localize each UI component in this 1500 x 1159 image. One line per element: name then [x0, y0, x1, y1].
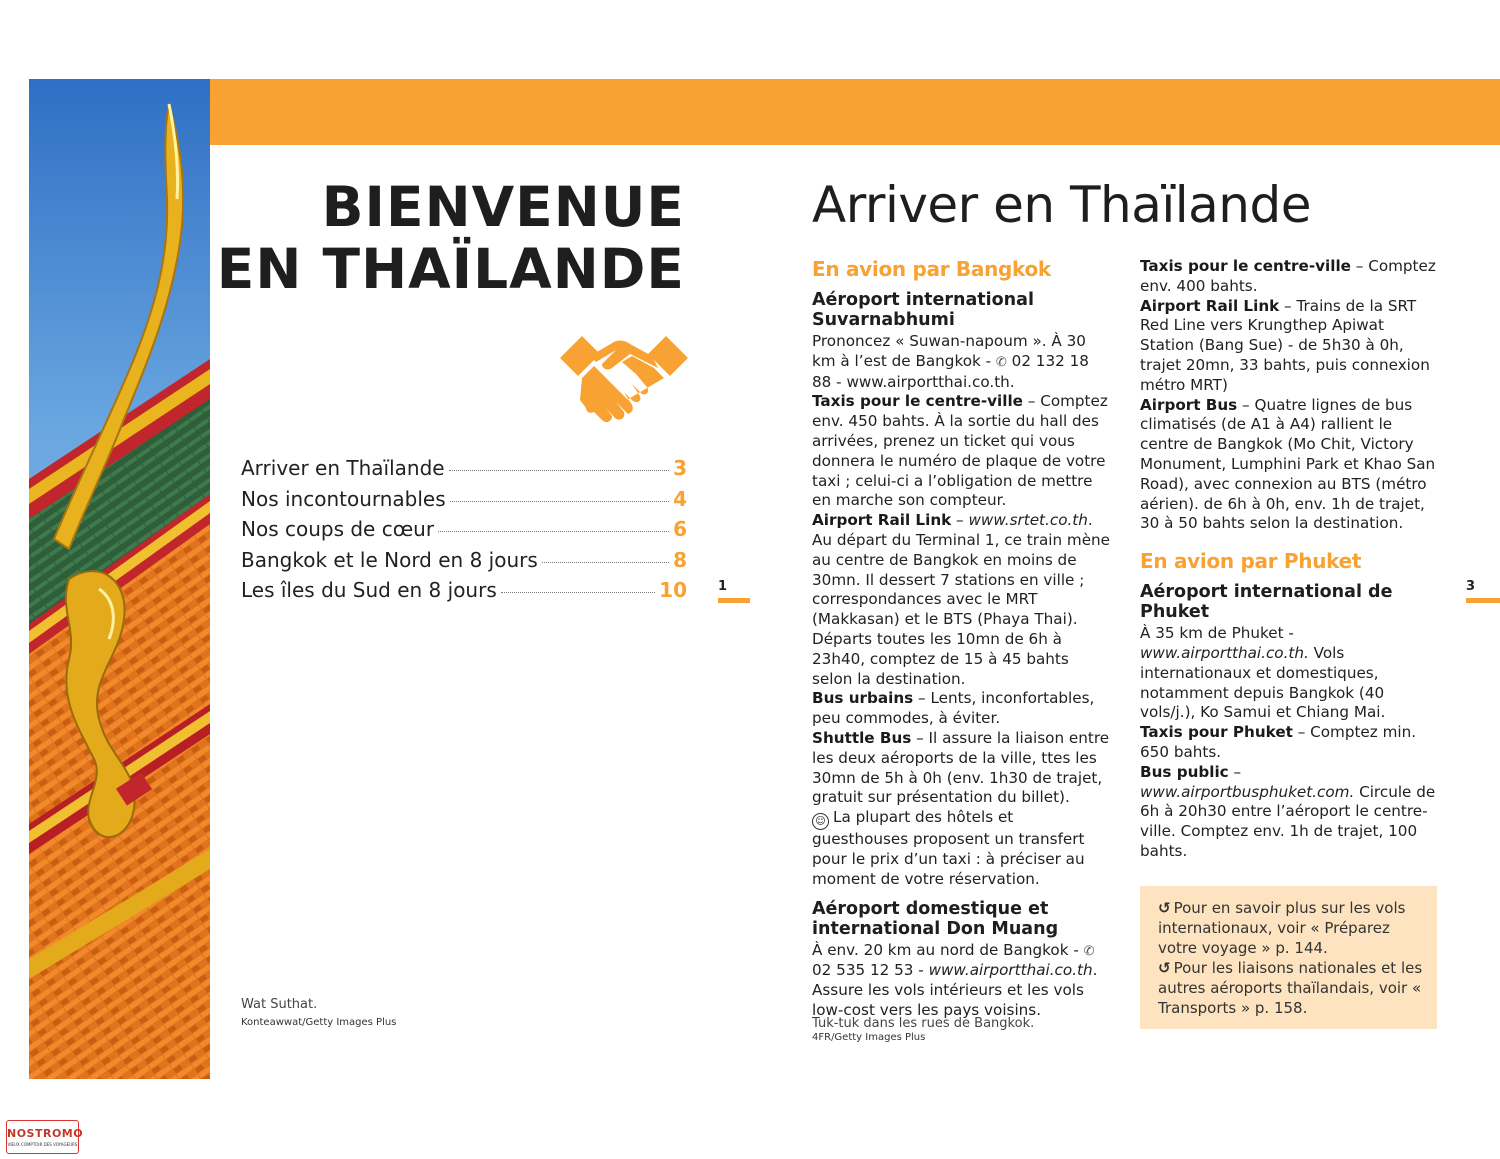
- phone-icon: ✆: [1083, 943, 1095, 959]
- don-muang-intro: À env. 20 km au nord de Bangkok - ✆ 02 535 12 53 - www.airportthai.co.th. Assure les vols intérieurs et les vols low-cost vers les pays voisins.: [812, 940, 1098, 1019]
- photo-caption-right: Tuk-tuk dans les rues de Bangkok.: [812, 1016, 1035, 1031]
- suvarnabhumi-bus: Bus urbains – Lents, inconfortables, peu commodes, à éviter.: [812, 689, 1095, 728]
- logo-tagline: VIEUX COMPTOIR DES VOYAGEURS: [7, 1142, 78, 1147]
- toc-item-page: 8: [673, 547, 687, 572]
- don-muang-taxi: Taxis pour le centre-ville – Comptez env. 400 bahts.: [1140, 257, 1436, 295]
- phuket-taxi: Taxis pour Phuket – Comptez min. 650 bahts.: [1140, 723, 1417, 761]
- welcome-title-line1: BIENVENUE: [321, 175, 685, 239]
- toc-item[interactable]: [241, 456, 687, 487]
- toc-item-label: Bangkok et le Nord en 8 jours: [241, 547, 538, 572]
- toc-item-page: 4: [673, 486, 687, 511]
- section-heading-bangkok: En avion par Bangkok: [812, 257, 1051, 281]
- toc-item-label: Les îles du Sud en 8 jours: [241, 578, 497, 602]
- subheading-don-muang: Aéroport domestique et international Don Muang: [812, 898, 1059, 939]
- suvarnabhumi-intro: Prononcez « Suwan-napoum ». À 30 km à l’est de Bangkok - ✆ 02 132 18 88 - www.airportthai.co.th.: [812, 332, 1089, 391]
- toc-leader-dots: [501, 592, 655, 593]
- toc-item[interactable]: [241, 517, 687, 548]
- section-heading-phuket: En avion par Phuket: [1140, 549, 1362, 574]
- page-number-left: 1: [718, 579, 728, 594]
- toc-item-page: 6: [673, 517, 687, 541]
- folio-bar-left: [718, 598, 750, 603]
- photo-credit-left: Konteawwat/Getty Images Plus: [241, 1017, 397, 1028]
- logo-name: NOSTROMO: [7, 1127, 84, 1140]
- see-also-icon: ↺: [1158, 899, 1171, 917]
- don-muang-bus: Airport Bus – Quatre lignes de bus climatisés (de A1 à A4) rallient le centre de Bangkok (Mo Chit, Victory Monument, Lumphini Park et Khao San Road), avec connexion au BTS (métro aérien). de 6h à 0h, env. 1h de trajet, 30 à 50 bahts selon la destination.: [1140, 395, 1436, 533]
- table-of-contents: [241, 456, 687, 609]
- column-1: [812, 256, 1112, 1021]
- welcome-title-line2: EN THAÏLANDE: [216, 237, 685, 301]
- phuket-bus: Bus public – www.airportbusphuket.com. Circule de 6h à 20h30 entre l’aéroport le centre-ville. Comptez env. 1h de trajet, 100 bahts.: [1140, 762, 1436, 860]
- handshake-icon: [560, 328, 688, 428]
- toc-item-page: 3: [673, 456, 687, 480]
- nostromo-logo: [6, 1120, 84, 1154]
- photo-credit-right: 4FR/Getty Images Plus: [812, 1032, 926, 1043]
- phone-icon: ✆: [995, 354, 1007, 370]
- suvarnabhumi-taxi: Taxis pour le centre-ville – Comptez env. 450 bahts. À la sortie du hall des arrivées, prenez un ticket qui vous donnera le numéro de plaque de votre taxi ; celui-ci a l’obligation de mettre en marche son compteur.: [812, 392, 1108, 510]
- toc-item-label: Nos incontournables: [241, 486, 446, 511]
- photo-caption-left: Wat Suthat.: [241, 997, 318, 1012]
- page-number-right: 3: [1466, 579, 1476, 594]
- don-muang-rail: Airport Rail Link – Trains de la SRT Red Line vers Krungthep Apiwat Station (Bang Sue) - de 5h30 à 0h, trajet 20mn, 33 bahts, puis connexion métro MRT): [1140, 296, 1430, 394]
- arrival-title: Arriver en Thaïlande: [812, 176, 1311, 234]
- info-line: ↺ Pour en savoir plus sur les vols internationaux, voir « Préparez votre voyage » p. 144.: [1158, 899, 1406, 957]
- subheading-phuket-airport: Aéroport international de Phuket: [1140, 582, 1393, 623]
- suvarnabhumi-rail: Airport Rail Link – www.srtet.co.th. Au départ du Terminal 1, ce train mène au centre de Bangkok en moins de 30mn. Il dessert 7 stations en ville ; correspondances avec le MRT (Makkasan) et le BTS (Phaya Thai). Départs toutes les 10mn de 6h à 23h40, comptez de 15 à 45 bahts selon la destination.: [812, 511, 1111, 688]
- column-2: [1140, 257, 1438, 862]
- folio-bar-right: [1466, 598, 1500, 603]
- suvarnabhumi-tip: ☺ La plupart des hôtels et guesthouses proposent un transfert pour le prix d’un taxi : à préciser au moment de votre réservation.: [812, 808, 1085, 888]
- header-band: [210, 79, 1500, 145]
- toc-item-label: Nos coups de cœur: [241, 517, 435, 541]
- smiley-tip-icon: ☺: [812, 813, 829, 830]
- toc-leader-dots: [542, 562, 669, 563]
- toc-item[interactable]: [241, 578, 687, 609]
- toc-item-label: Arriver en Thaïlande: [241, 456, 445, 480]
- toc-item[interactable]: [241, 548, 687, 579]
- suvarnabhumi-shuttle: Shuttle Bus – Il assure la liaison entre les deux aéroports de la ville, ttes les 30mn de 5h à 0h (env. 1h30 de trajet, gratuit sur présentation du billet).: [812, 728, 1110, 807]
- welcome-title: [185, 176, 685, 300]
- toc-leader-dots: [449, 470, 669, 471]
- toc-leader-dots: [450, 501, 669, 502]
- phuket-intro: À 35 km de Phuket - www.airportthai.co.th. Vols internationaux et domestiques, notamment depuis Bangkok (40 vols/j.), Ko Samui et Chiang Mai.: [1140, 624, 1386, 722]
- see-also-icon: ↺: [1158, 959, 1171, 977]
- info-box: [1140, 886, 1437, 1029]
- toc-item-page: 10: [659, 578, 687, 602]
- subheading-suvarnabhumi: Aéroport international Suvarnabhumi: [812, 290, 1034, 330]
- temple-photo: [29, 79, 210, 1079]
- toc-leader-dots: [438, 531, 669, 532]
- info-line: ↺ Pour les liaisons nationales et les autres aéroports thaïlandais, voir « Transports » p. 158.: [1158, 959, 1423, 1017]
- toc-item[interactable]: [241, 487, 687, 518]
